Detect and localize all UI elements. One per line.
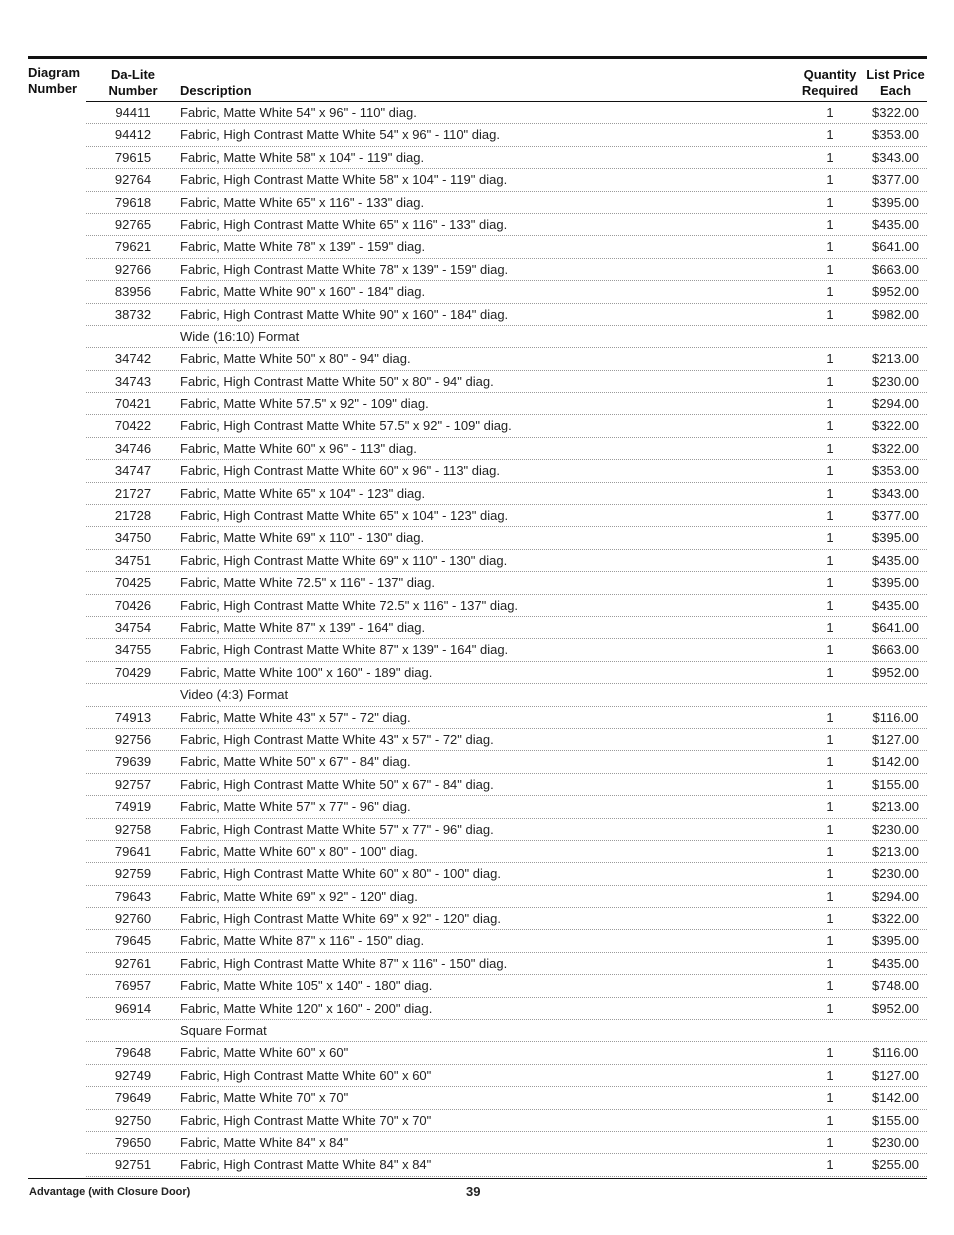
quantity-cell: 1 bbox=[826, 575, 834, 591]
dalite-number-cell: 34742 bbox=[114, 351, 152, 367]
description-cell: Fabric, High Contrast Matte White 57" x 77" - 96" diag. bbox=[180, 821, 494, 837]
dalite-number-cell: 92760 bbox=[114, 911, 152, 927]
table-row bbox=[86, 707, 927, 729]
price-cell: $322.00 bbox=[872, 105, 919, 120]
dalite-number-cell: 74913 bbox=[114, 709, 152, 725]
dalite-number-cell: 34751 bbox=[114, 552, 152, 568]
quantity-cell: 1 bbox=[826, 396, 834, 412]
table-row bbox=[86, 729, 927, 751]
header-quantity-line1: Quantity bbox=[803, 67, 857, 82]
table-row bbox=[86, 908, 927, 930]
table-row bbox=[86, 102, 927, 124]
table-row bbox=[86, 975, 927, 997]
quantity-cell: 1 bbox=[826, 216, 834, 232]
table-row bbox=[86, 886, 927, 908]
table-row bbox=[86, 572, 927, 594]
quantity-cell: 1 bbox=[826, 530, 834, 546]
price-cell: $127.00 bbox=[872, 731, 919, 747]
description-cell: Video (4:3) Format bbox=[180, 687, 289, 703]
description-cell: Fabric, High Contrast Matte White 57.5" x 92" - 109" diag. bbox=[180, 418, 512, 434]
quantity-cell: 1 bbox=[826, 127, 834, 143]
table-row bbox=[86, 415, 927, 437]
quantity-cell: 1 bbox=[826, 284, 834, 300]
table-row bbox=[86, 930, 927, 952]
description-cell: Fabric, Matte White 69" x 92" - 120" diag. bbox=[180, 888, 418, 904]
price-cell: $142.00 bbox=[872, 754, 919, 770]
table-row bbox=[86, 953, 927, 975]
dalite-number-cell: 92758 bbox=[114, 821, 152, 837]
dalite-number-cell: 79645 bbox=[114, 933, 152, 949]
price-cell: $294.00 bbox=[872, 888, 919, 904]
price-cell: $395.00 bbox=[872, 575, 919, 591]
dalite-number-cell: 92759 bbox=[114, 866, 152, 882]
dalite-number-cell: 34755 bbox=[114, 642, 152, 658]
quantity-cell: 1 bbox=[826, 239, 834, 255]
dalite-number-cell: 34747 bbox=[114, 463, 152, 479]
price-cell: $230.00 bbox=[872, 1134, 919, 1150]
table-row bbox=[86, 214, 927, 236]
quantity-cell: 1 bbox=[826, 149, 834, 165]
description-cell: Fabric, High Contrast Matte White 70" x 70" bbox=[180, 1112, 432, 1128]
quantity-cell: 1 bbox=[826, 1157, 834, 1173]
quantity-cell: 1 bbox=[826, 843, 834, 859]
table-row bbox=[86, 527, 927, 549]
table-row bbox=[86, 998, 927, 1020]
description-cell: Fabric, High Contrast Matte White 43" x 57" - 72" diag. bbox=[180, 731, 494, 747]
description-cell: Fabric, High Contrast Matte White 65" x 104" - 123" diag. bbox=[180, 508, 509, 524]
table-row bbox=[86, 348, 927, 370]
description-cell: Fabric, Matte White 87" x 139" - 164" diag. bbox=[180, 619, 426, 635]
quantity-cell: 1 bbox=[826, 619, 834, 635]
price-cell: $116.00 bbox=[872, 709, 919, 725]
quantity-cell: 1 bbox=[826, 1045, 834, 1061]
description-cell: Fabric, Matte White 84" x 84" bbox=[180, 1134, 349, 1150]
dalite-number-cell: 79639 bbox=[114, 754, 152, 770]
table-row bbox=[86, 393, 927, 415]
description-cell: Fabric, Matte White 60" x 60" bbox=[180, 1045, 349, 1061]
description-cell: Fabric, High Contrast Matte White 78" x 139" - 159" diag. bbox=[180, 261, 509, 277]
description-cell: Fabric, High Contrast Matte White 50" x 67" - 84" diag. bbox=[180, 776, 494, 792]
price-cell: $142.00 bbox=[872, 1090, 919, 1106]
quantity-cell: 1 bbox=[826, 978, 834, 994]
price-cell: $155.00 bbox=[872, 776, 919, 792]
dalite-number-cell: 70422 bbox=[114, 418, 152, 434]
dalite-number-cell: 94411 bbox=[115, 105, 151, 120]
table-row bbox=[86, 505, 927, 527]
description-cell: Fabric, Matte White 60" x 96" - 113" diag. bbox=[180, 440, 417, 456]
price-cell: $435.00 bbox=[872, 552, 919, 568]
description-cell: Fabric, High Contrast Matte White 69" x 110" - 130" diag. bbox=[180, 552, 508, 568]
price-cell: $748.00 bbox=[872, 978, 919, 994]
table-row bbox=[86, 774, 927, 796]
table-row bbox=[86, 236, 927, 258]
description-cell: Fabric, Matte White 60" x 80" - 100" diag. bbox=[180, 843, 418, 859]
table-row bbox=[86, 281, 927, 303]
description-cell: Fabric, Matte White 54" x 96" - 110" diag. bbox=[180, 105, 417, 120]
header-diagram-line1: Diagram bbox=[28, 65, 81, 80]
dalite-number-cell: 74919 bbox=[114, 799, 152, 815]
table-row bbox=[86, 438, 927, 460]
table-row bbox=[86, 169, 927, 191]
table-row bbox=[86, 483, 927, 505]
parts-table bbox=[28, 56, 927, 1177]
bottom-rule bbox=[28, 1178, 927, 1179]
price-cell: $322.00 bbox=[872, 418, 919, 434]
price-cell: $155.00 bbox=[872, 1112, 919, 1128]
quantity-cell: 1 bbox=[826, 172, 834, 188]
header-diagram-line2: Number bbox=[28, 81, 78, 96]
price-cell: $353.00 bbox=[872, 127, 919, 143]
table-row bbox=[86, 819, 927, 841]
header-list-price-each bbox=[864, 67, 927, 99]
price-cell: $127.00 bbox=[872, 1067, 919, 1083]
footer-product-name: Advantage (with Closure Door) bbox=[29, 1186, 191, 1198]
dalite-number-cell: 79615 bbox=[114, 149, 152, 165]
description-cell: Fabric, Matte White 57.5" x 92" - 109" diag. bbox=[180, 396, 429, 412]
price-cell: $213.00 bbox=[872, 843, 919, 859]
dalite-number-cell: 79649 bbox=[114, 1090, 152, 1106]
header-description: Description bbox=[180, 83, 252, 98]
table-row bbox=[86, 796, 927, 818]
table-row bbox=[86, 1110, 927, 1132]
quantity-cell: 1 bbox=[826, 194, 834, 210]
description-cell: Fabric, Matte White 70" x 70" bbox=[180, 1090, 349, 1106]
description-cell: Fabric, Matte White 87" x 116" - 150" diag. bbox=[180, 933, 425, 949]
quantity-cell: 1 bbox=[826, 105, 834, 120]
table-row bbox=[86, 863, 927, 885]
dalite-number-cell: 34750 bbox=[114, 530, 152, 546]
dalite-number-cell: 92764 bbox=[114, 172, 152, 188]
price-cell: $663.00 bbox=[872, 261, 919, 277]
price-cell: $213.00 bbox=[872, 799, 919, 815]
dalite-number-cell: 79650 bbox=[114, 1134, 152, 1150]
table-row bbox=[86, 595, 927, 617]
description-cell: Fabric, Matte White 50" x 67" - 84" diag. bbox=[180, 754, 411, 770]
table-header bbox=[28, 59, 927, 101]
quantity-cell: 1 bbox=[826, 911, 834, 927]
price-cell: $641.00 bbox=[872, 619, 919, 635]
header-price-line1: List Price bbox=[866, 67, 925, 82]
description-cell: Fabric, High Contrast Matte White 90" x 160" - 184" diag. bbox=[180, 306, 509, 322]
price-cell: $663.00 bbox=[872, 642, 919, 658]
dalite-number-cell: 70429 bbox=[114, 664, 152, 680]
table-row bbox=[86, 371, 927, 393]
price-cell: $377.00 bbox=[872, 508, 919, 524]
section-heading-row bbox=[86, 684, 927, 706]
footer-page-number: 39 bbox=[466, 1184, 481, 1199]
quantity-cell: 1 bbox=[826, 799, 834, 815]
price-cell: $230.00 bbox=[872, 373, 919, 389]
description-cell: Fabric, High Contrast Matte White 58" x 104" - 119" diag. bbox=[180, 172, 508, 188]
description-cell: Fabric, Matte White 65" x 104" - 123" diag. bbox=[180, 485, 426, 501]
dalite-number-cell: 70426 bbox=[114, 597, 152, 613]
quantity-cell: 1 bbox=[826, 1067, 834, 1083]
quantity-cell: 1 bbox=[826, 888, 834, 904]
description-cell: Fabric, Matte White 69" x 110" - 130" diag. bbox=[180, 530, 425, 546]
description-cell: Fabric, Matte White 50" x 80" - 94" diag. bbox=[180, 351, 411, 367]
header-quantity-line2: Required bbox=[801, 83, 859, 98]
dalite-number-cell: 79641 bbox=[114, 843, 152, 859]
section-heading-row bbox=[86, 1020, 927, 1042]
table-row bbox=[86, 304, 927, 326]
dalite-number-cell: 70421 bbox=[114, 396, 152, 412]
quantity-cell: 1 bbox=[826, 933, 834, 949]
quantity-cell: 1 bbox=[826, 955, 834, 971]
header-dalite-line2: Number bbox=[108, 83, 158, 98]
quantity-cell: 1 bbox=[826, 485, 834, 501]
table-row bbox=[86, 751, 927, 773]
price-cell: $952.00 bbox=[872, 664, 919, 680]
quantity-cell: 1 bbox=[826, 709, 834, 725]
price-cell: $395.00 bbox=[872, 933, 919, 949]
dalite-number-cell: 96914 bbox=[114, 1000, 152, 1016]
description-cell: Fabric, High Contrast Matte White 87" x 139" - 164" diag. bbox=[180, 642, 509, 658]
description-cell: Wide (16:10) Format bbox=[180, 328, 300, 344]
price-cell: $377.00 bbox=[872, 172, 919, 188]
description-cell: Fabric, High Contrast Matte White 69" x 92" - 120" diag. bbox=[180, 911, 501, 927]
dalite-number-cell: 92751 bbox=[114, 1157, 152, 1173]
dalite-number-cell: 92756 bbox=[114, 731, 152, 747]
header-price-line2: Each bbox=[879, 83, 912, 98]
table-row bbox=[86, 550, 927, 572]
quantity-cell: 1 bbox=[826, 1090, 834, 1106]
description-cell: Fabric, High Contrast Matte White 65" x 116" - 133" diag. bbox=[180, 216, 508, 232]
quantity-cell: 1 bbox=[826, 1000, 834, 1016]
price-cell: $395.00 bbox=[872, 194, 919, 210]
table-row bbox=[86, 1042, 927, 1064]
dalite-number-cell: 79643 bbox=[114, 888, 152, 904]
table-row bbox=[86, 460, 927, 482]
table-body bbox=[86, 102, 927, 1177]
quantity-cell: 1 bbox=[826, 642, 834, 658]
price-cell: $435.00 bbox=[872, 955, 919, 971]
price-cell: $294.00 bbox=[872, 396, 919, 412]
quantity-cell: 1 bbox=[826, 776, 834, 792]
price-cell: $322.00 bbox=[872, 911, 919, 927]
quantity-cell: 1 bbox=[826, 373, 834, 389]
description-cell: Square Format bbox=[180, 1023, 267, 1039]
header-dalite-number bbox=[104, 67, 162, 99]
dalite-number-cell: 76957 bbox=[114, 978, 152, 994]
quantity-cell: 1 bbox=[826, 508, 834, 524]
description-cell: Fabric, High Contrast Matte White 87" x 116" - 150" diag. bbox=[180, 955, 508, 971]
price-cell: $353.00 bbox=[872, 463, 919, 479]
price-cell: $952.00 bbox=[872, 1000, 919, 1016]
quantity-cell: 1 bbox=[826, 440, 834, 456]
quantity-cell: 1 bbox=[826, 463, 834, 479]
price-cell: $116.00 bbox=[872, 1045, 919, 1061]
dalite-number-cell: 79618 bbox=[114, 194, 152, 210]
price-cell: $213.00 bbox=[872, 351, 919, 367]
table-row bbox=[86, 617, 927, 639]
price-cell: $343.00 bbox=[872, 485, 919, 501]
price-cell: $982.00 bbox=[872, 306, 919, 322]
table-row bbox=[86, 124, 927, 146]
table-row bbox=[86, 1087, 927, 1109]
dalite-number-cell: 79621 bbox=[114, 239, 152, 255]
section-heading-row bbox=[86, 326, 927, 348]
quantity-cell: 1 bbox=[826, 866, 834, 882]
price-cell: $641.00 bbox=[872, 239, 919, 255]
quantity-cell: 1 bbox=[826, 597, 834, 613]
table-row bbox=[86, 1154, 927, 1176]
description-cell: Fabric, Matte White 57" x 77" - 96" diag. bbox=[180, 799, 411, 815]
dalite-number-cell: 92761 bbox=[114, 955, 152, 971]
dalite-number-cell: 34743 bbox=[114, 373, 152, 389]
quantity-cell: 1 bbox=[826, 351, 834, 367]
table-row bbox=[86, 662, 927, 684]
price-cell: $322.00 bbox=[872, 440, 919, 456]
description-cell: Fabric, Matte White 90" x 160" - 184" diag. bbox=[180, 284, 426, 300]
dalite-number-cell: 21728 bbox=[114, 508, 152, 524]
description-cell: Fabric, High Contrast Matte White 84" x 84" bbox=[180, 1157, 432, 1173]
header-diagram-number bbox=[28, 65, 88, 97]
dalite-number-cell: 92757 bbox=[114, 776, 152, 792]
description-cell: Fabric, High Contrast Matte White 60" x 96" - 113" diag. bbox=[180, 463, 500, 479]
quantity-cell: 1 bbox=[826, 306, 834, 322]
dalite-number-cell: 70425 bbox=[114, 575, 152, 591]
quantity-cell: 1 bbox=[826, 664, 834, 680]
dalite-number-cell: 92765 bbox=[114, 216, 152, 232]
description-cell: Fabric, High Contrast Matte White 60" x 80" - 100" diag. bbox=[180, 866, 501, 882]
price-cell: $435.00 bbox=[872, 597, 919, 613]
quantity-cell: 1 bbox=[826, 261, 834, 277]
table-row bbox=[86, 639, 927, 661]
table-row bbox=[86, 1132, 927, 1154]
dalite-number-cell: 92766 bbox=[114, 261, 152, 277]
description-cell: Fabric, Matte White 72.5" x 116" - 137" diag. bbox=[180, 575, 435, 591]
description-cell: Fabric, Matte White 120" x 160" - 200" diag. bbox=[180, 1000, 433, 1016]
header-quantity-required bbox=[796, 67, 864, 99]
quantity-cell: 1 bbox=[826, 1112, 834, 1128]
price-cell: $395.00 bbox=[872, 530, 919, 546]
description-cell: Fabric, Matte White 105" x 140" - 180" diag. bbox=[180, 978, 433, 994]
header-dalite-line1: Da-Lite bbox=[110, 67, 156, 82]
price-cell: $230.00 bbox=[872, 866, 919, 882]
dalite-number-cell: 38732 bbox=[114, 306, 152, 322]
dalite-number-cell: 34754 bbox=[114, 619, 152, 635]
quantity-cell: 1 bbox=[826, 418, 834, 434]
description-cell: Fabric, Matte White 58" x 104" - 119" diag. bbox=[180, 149, 425, 165]
table-row bbox=[86, 259, 927, 281]
quantity-cell: 1 bbox=[826, 552, 834, 568]
description-cell: Fabric, High Contrast Matte White 50" x 80" - 94" diag. bbox=[180, 373, 494, 389]
dalite-number-cell: 34746 bbox=[114, 440, 152, 456]
quantity-cell: 1 bbox=[826, 754, 834, 770]
dalite-number-cell: 83956 bbox=[114, 284, 152, 300]
table-row bbox=[86, 1065, 927, 1087]
description-cell: Fabric, Matte White 100" x 160" - 189" diag. bbox=[180, 664, 433, 680]
quantity-cell: 1 bbox=[826, 1134, 834, 1150]
price-cell: $435.00 bbox=[872, 216, 919, 232]
price-cell: $230.00 bbox=[872, 821, 919, 837]
dalite-number-cell: 94412 bbox=[114, 127, 152, 143]
description-cell: Fabric, Matte White 65" x 116" - 133" diag. bbox=[180, 194, 425, 210]
price-cell: $255.00 bbox=[872, 1157, 919, 1173]
dalite-number-cell: 79648 bbox=[114, 1045, 152, 1061]
dalite-number-cell: 92749 bbox=[114, 1067, 152, 1083]
table-row bbox=[86, 841, 927, 863]
description-cell: Fabric, High Contrast Matte White 60" x 60" bbox=[180, 1067, 432, 1083]
price-cell: $343.00 bbox=[872, 149, 919, 165]
dalite-number-cell: 21727 bbox=[114, 485, 152, 501]
quantity-cell: 1 bbox=[826, 821, 834, 837]
description-cell: Fabric, Matte White 78" x 139" - 159" diag. bbox=[180, 239, 426, 255]
quantity-cell: 1 bbox=[826, 731, 834, 747]
table-row bbox=[86, 192, 927, 214]
dalite-number-cell: 92750 bbox=[114, 1112, 152, 1128]
description-cell: Fabric, Matte White 43" x 57" - 72" diag. bbox=[180, 709, 411, 725]
price-cell: $952.00 bbox=[872, 284, 919, 300]
description-cell: Fabric, High Contrast Matte White 72.5" x 116" - 137" diag. bbox=[180, 597, 519, 613]
table-row bbox=[86, 147, 927, 169]
description-cell: Fabric, High Contrast Matte White 54" x 96" - 110" diag. bbox=[180, 127, 500, 143]
